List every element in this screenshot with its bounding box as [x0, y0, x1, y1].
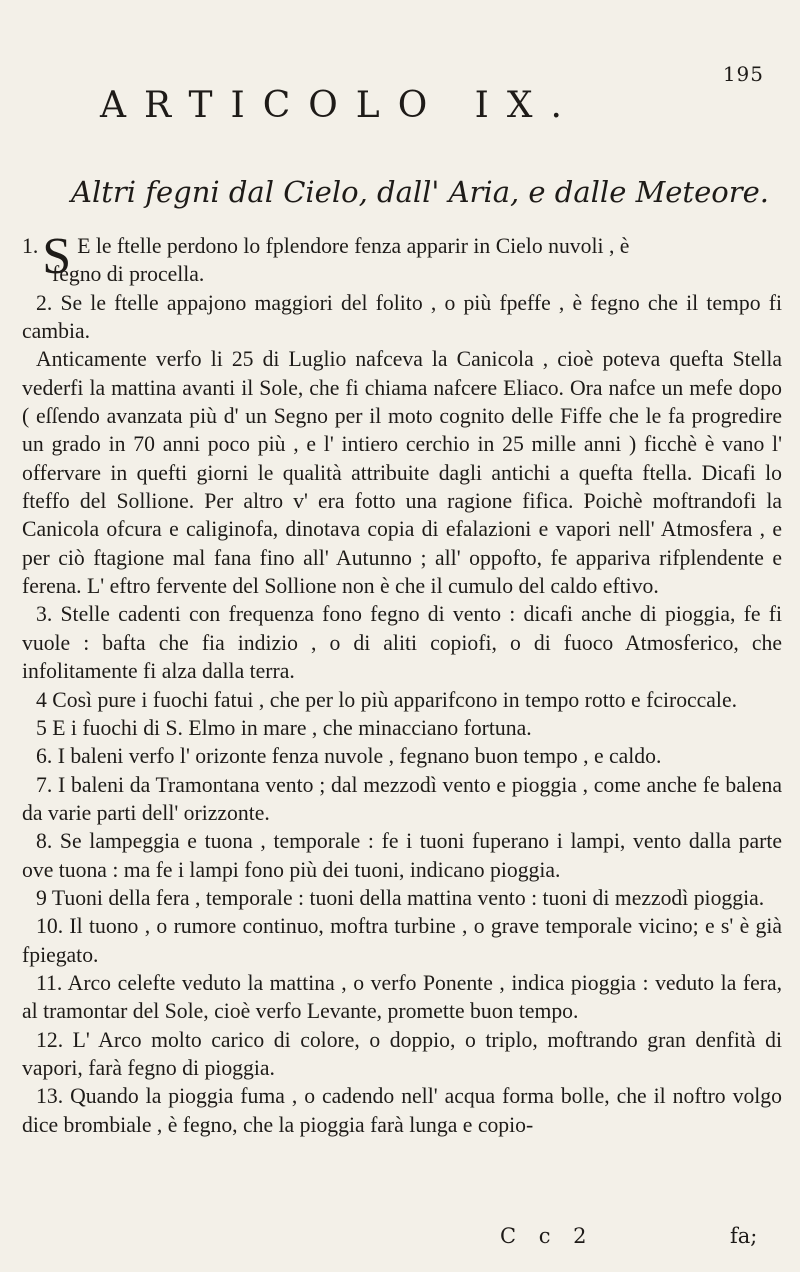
paragraph-number: 1. — [22, 234, 39, 258]
paragraph-9: 9 Tuoni della fera , temporale : tuoni della mattina vento : tuoni di mezzodì pioggia. — [36, 885, 765, 910]
article-heading: ARTICOLO IX. — [100, 85, 580, 126]
paragraph-text-cont: fegno di procella. — [52, 262, 205, 287]
drop-cap: S — [42, 228, 72, 285]
signature-mark: C c 2 — [500, 1224, 595, 1248]
page-number: 195 — [722, 62, 764, 86]
article-body — [22, 228, 782, 1139]
paragraph-canicola: Anticamente verfo li 25 di Luglio nafceva la Canicola , cioè poteva quefta Stella vederfi la mattina avanti il Sole, che fi chiama nafcere Eliaco. Ora nafce un mefe dopo ( eſſendo avanzata più d' un Segno per il moto cognito delle Fiffe che le fa progredire un grado in 70 anni poco più , e l' intiero cerchio in 25 mille anni ) ficchè è vano l' offervare in quefti giorni le qualità attribuite dagli antichi a quefta ftella. Dicafi lo fteffo del Sollione. Per altro v' era fotto una ragione fifica. Poichè moftrandofi la Canicola ofcura e caliginofa, dinotava copia di efalazioni e vapori nell' Atmosfera , e per ciò ftagione mal fana fino all' Autunno ; all' oppofto, fe appariva rifplendente e ferena. L' eftro fervente del Sollione non è che il cumulo del caldo eftivo. — [22, 347, 782, 599]
paragraph-10: 10. Il tuono , o rumore continuo, moftra turbine , o grave temporale vicino; e s' è già fpiegato. — [22, 914, 782, 967]
paragraph-2: 2. Se le ftelle appajono maggiori del folito , o più fpeffe , è fegno che il tempo fi cambia. — [22, 290, 782, 344]
paragraph-3: 3. Stelle cadenti con frequenza fono fegno di vento : dicafi anche di pioggia, fe fi vuole : bafta che fia indizio , o di aliti copiofi, o di fuoco Atmosferico, che infolitamente fi alza dalla terra. — [22, 602, 782, 684]
paragraph-8: 8. Se lampeggia e tuona , temporale : fe i tuoni fuperano i lampi, vento dalla parte ove tuona : ma fe i lampi fono più dei tuoni, indicano pioggia. — [22, 829, 782, 882]
catchword: fa; — [730, 1224, 758, 1248]
paragraph-1 — [22, 228, 782, 289]
paragraph-7: 7. I baleni da Tramontana vento ; dal mezzodì vento e pioggia , come anche fe balena da varie parti dell' orizzonte. — [22, 772, 782, 825]
paragraph-text: E le ftelle perdono lo fplendore fenza apparir in Cielo nuvoli , è — [77, 234, 630, 258]
paragraph-12: 12. L' Arco molto carico di colore, o doppio, o triplo, moftrando gran denfità di vapori, farà fegno di pioggia. — [22, 1027, 782, 1080]
paragraph-11: 11. Arco celefte veduto la mattina , o verfo Ponente , indica pioggia : veduto la fera, al tramontar del Sole, cioè verfo Levante, promette buon tempo. — [22, 970, 782, 1024]
paragraph-6: 6. I baleni verfo l' orizonte fenza nuvole , fegnano buon tempo , e caldo. — [36, 744, 662, 769]
paragraph-5: 5 E i fuochi di S. Elmo in mare , che minacciano fortuna. — [36, 715, 532, 740]
paragraph-13: 13. Quando la pioggia fuma , o cadendo nell' acqua forma bolle, che il noftro volgo dice brombiale , è fegno, che la pioggia farà lunga e copio- — [22, 1084, 782, 1137]
article-subtitle: Altri fegni dal Cielo, dall' Aria, e dalle Meteore. — [71, 175, 769, 209]
paragraph-4: 4 Così pure i fuochi fatui , che per lo più apparifcono in tempo rotto e fciroccale. — [36, 687, 737, 712]
